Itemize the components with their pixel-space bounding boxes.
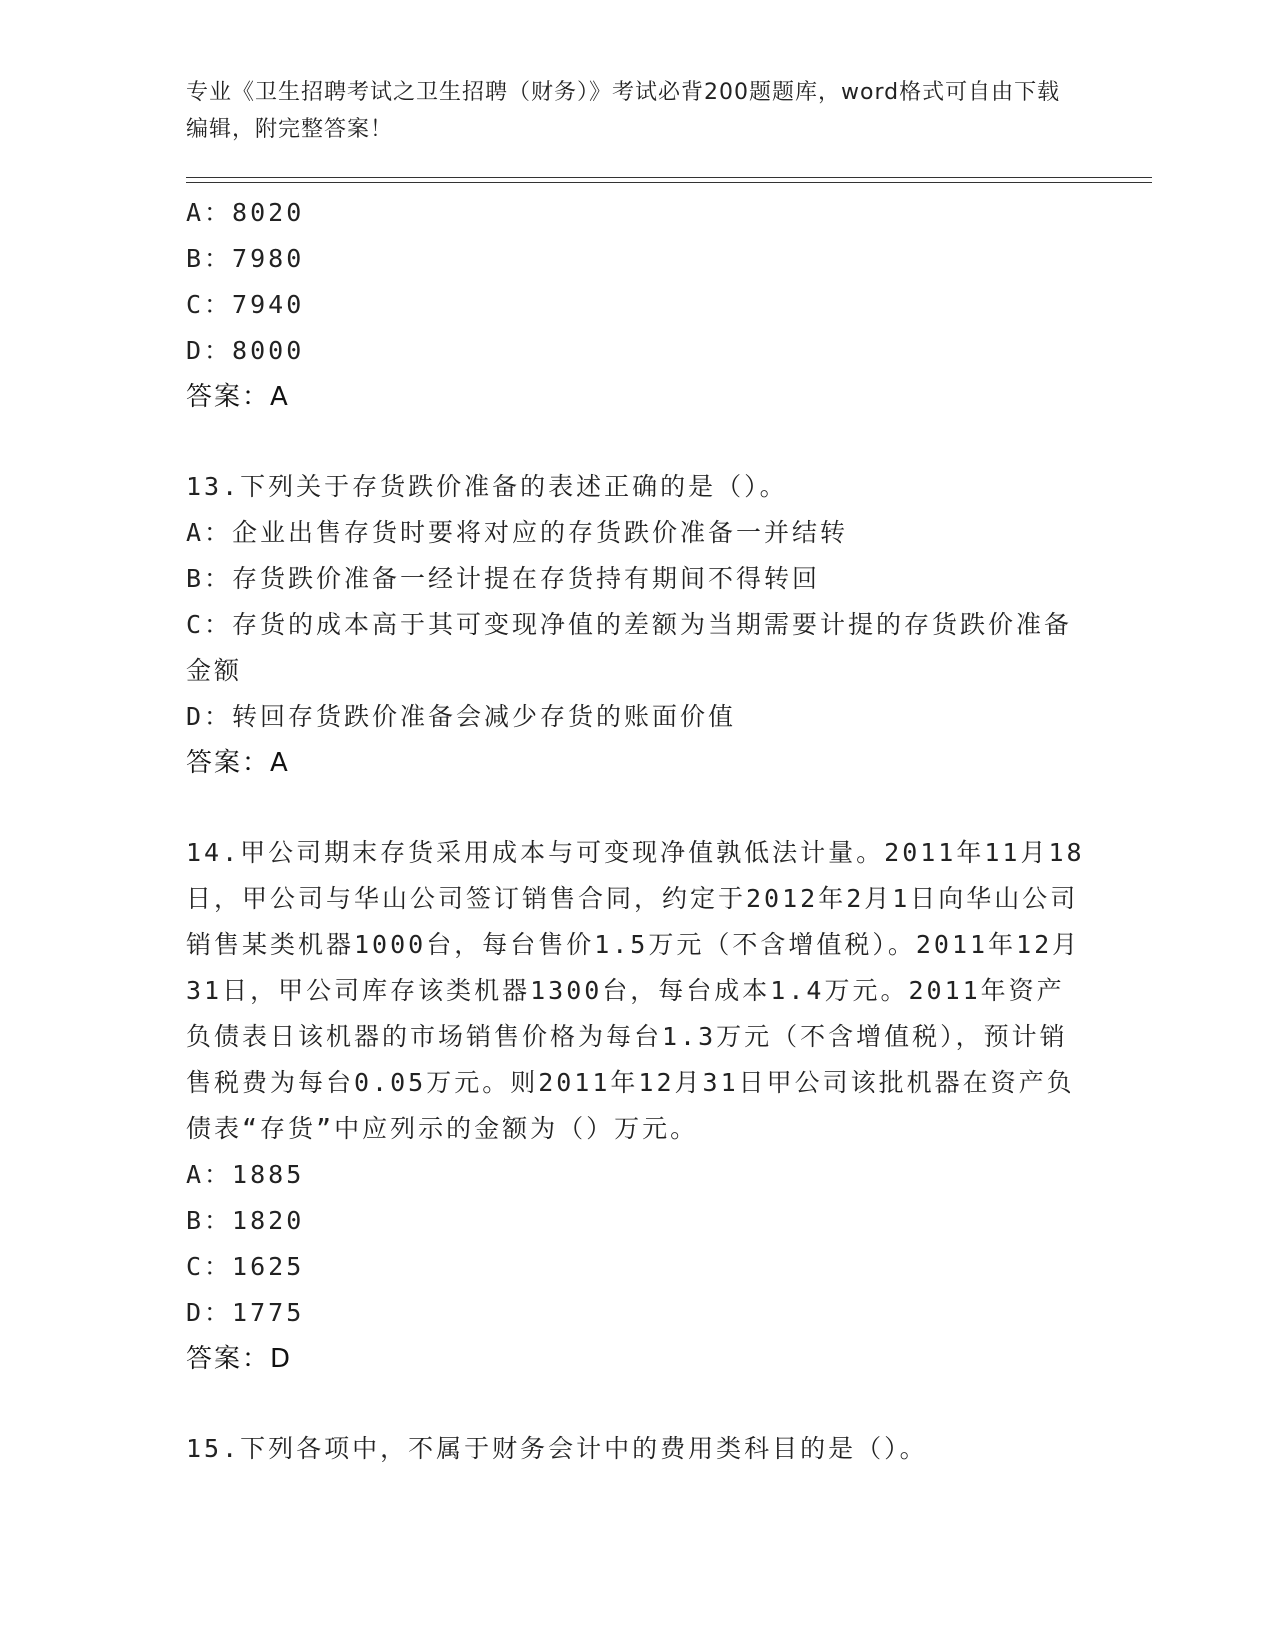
- header-divider-top: [186, 177, 1152, 178]
- option-c: C：1625: [186, 1252, 305, 1281]
- answer-label: 答案：: [186, 382, 271, 412]
- option-b: B：7980: [186, 244, 305, 273]
- question-text: 14.甲公司期末存货采用成本与可变现净值孰低法计量。2011年11月18日，甲公司与华山公司签订销售合同，约定于2012年2月1日向华山公司销售某类机器1000台，每台售价1.5万元（不含增值税）。2011年12月31日，甲公司库存该类机器1300台，每台成本1.4万元。2011年资产负债表日该机器的市场销售价格为每台1.3万元（不含增值税），预计销售税费为每台0.05万元。则2011年12月31日甲公司该批机器在资产负债表“存货”中应列示的金额为（）万元。: [186, 838, 1085, 1143]
- option-a: A：1885: [186, 1160, 305, 1189]
- answer-value: D: [270, 1344, 293, 1374]
- option-b: B：1820: [186, 1206, 305, 1235]
- answer-line: [186, 1336, 1086, 1382]
- document-header: 专业《卫生招聘考试之卫生招聘（财务）》考试必背200题题库，word格式可自由下载编辑，附完整答案！: [186, 80, 1061, 142]
- answer-line: [186, 374, 1086, 420]
- question-15: [186, 1426, 1086, 1472]
- option-c: C：7940: [186, 290, 305, 319]
- question-text: 15.下列各项中，不属于财务会计中的费用类科目的是（）。: [186, 1434, 928, 1463]
- option-c: C：存货的成本高于其可变现净值的差额为当期需要计提的存货跌价准备金额: [186, 610, 1073, 685]
- answer-value: A: [270, 382, 290, 412]
- question-14: [186, 830, 1086, 1382]
- option-d: D：8000: [186, 336, 305, 365]
- question-12: [186, 190, 1086, 420]
- answer-value: A: [270, 748, 290, 778]
- header-divider-bottom: [186, 182, 1152, 183]
- answer-label: 答案：: [186, 1344, 271, 1374]
- answer-line: [186, 740, 1086, 786]
- option-d: D：1775: [186, 1298, 305, 1327]
- question-text: 13.下列关于存货跌价准备的表述正确的是（）。: [186, 472, 788, 501]
- option-b: B：存货跌价准备一经计提在存货持有期间不得转回: [186, 564, 821, 593]
- option-a: A：8020: [186, 198, 305, 227]
- question-13: [186, 464, 1086, 786]
- answer-label: 答案：: [186, 748, 271, 778]
- option-d: D：转回存货跌价准备会减少存货的账面价值: [186, 702, 737, 731]
- document-body: [186, 190, 1086, 1472]
- option-a: A：企业出售存货时要将对应的存货跌价准备一并结转: [186, 518, 849, 547]
